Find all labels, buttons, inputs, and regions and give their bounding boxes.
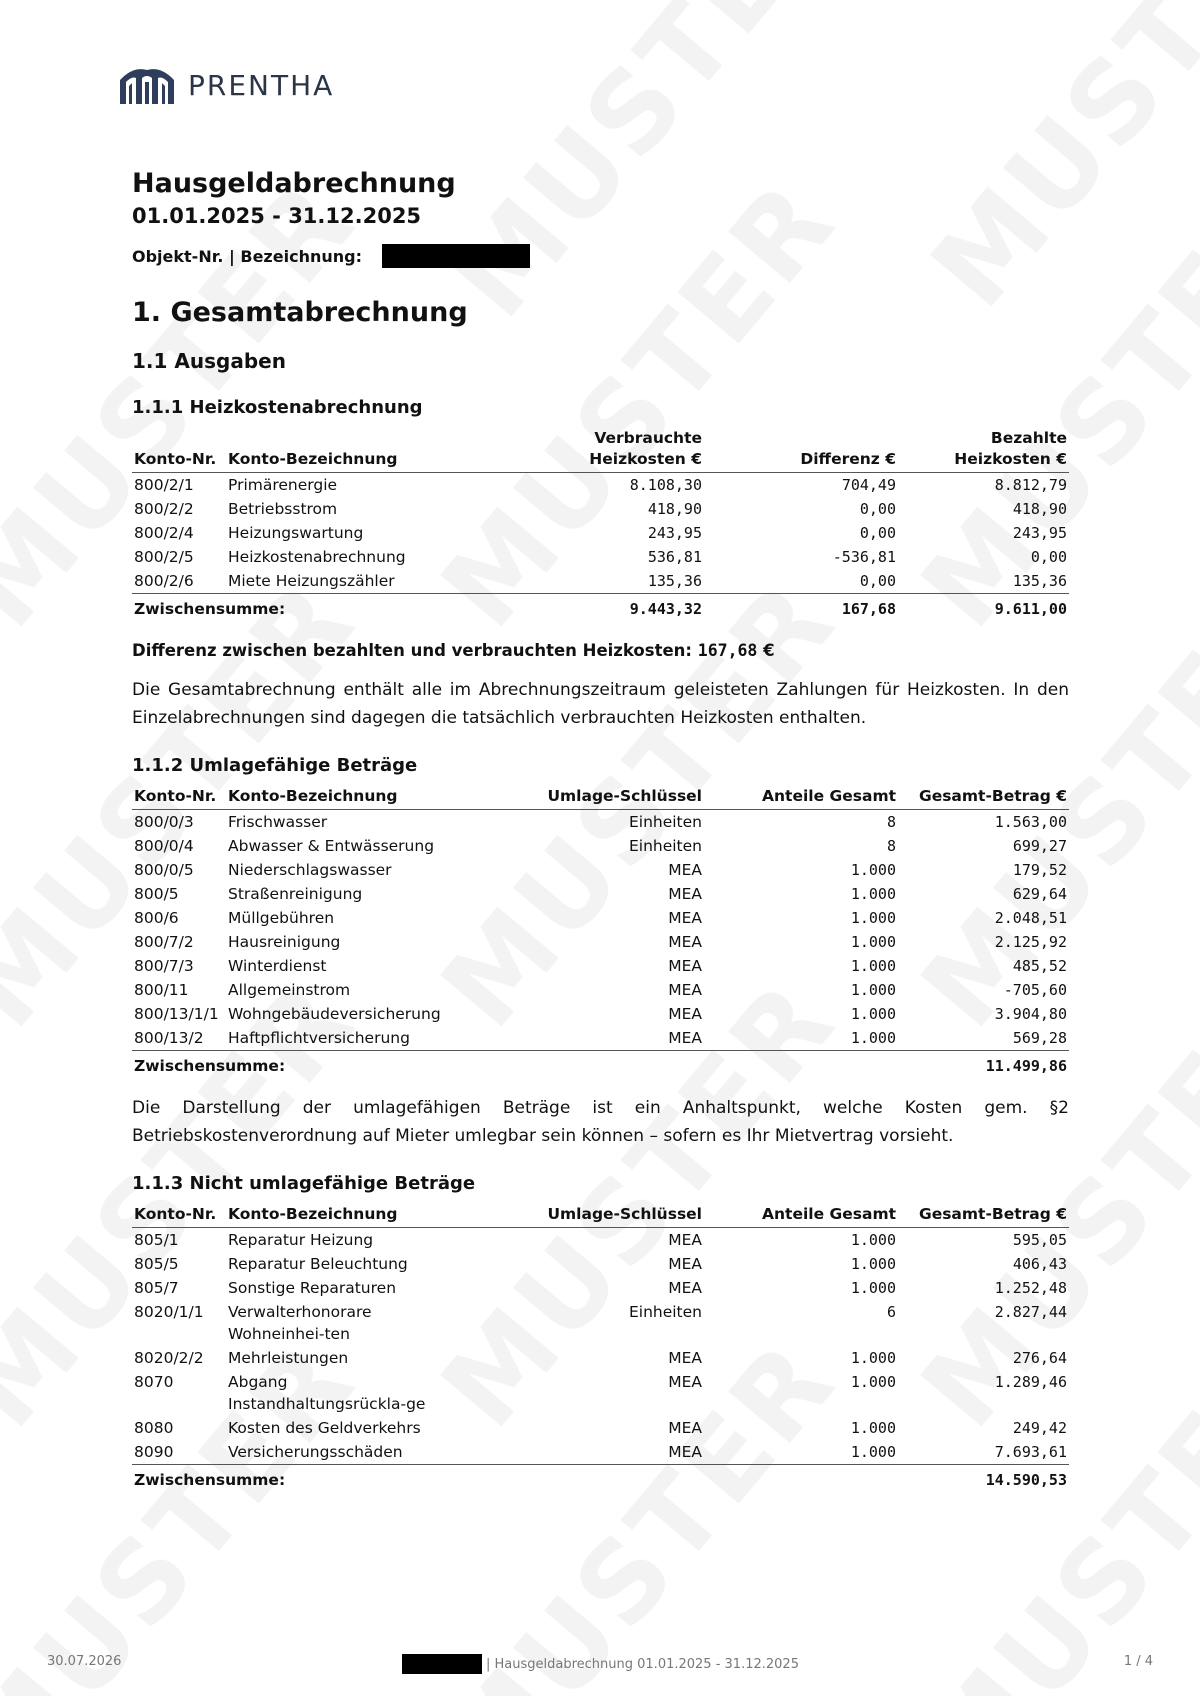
subtotal-row — [132, 1051, 1069, 1079]
betrag-cell: 1.252,48 — [994, 1279, 1067, 1297]
company-logo — [118, 66, 334, 104]
anteile-cell: 1.000 — [850, 1005, 896, 1023]
konto-cell: 800/2/5 — [134, 548, 194, 566]
table-row — [132, 1370, 1069, 1416]
schluessel-cell: MEA — [668, 885, 702, 903]
subtotal-betrag: 11.499,86 — [898, 1051, 1069, 1079]
betrag-cell: 1.563,00 — [994, 813, 1067, 831]
anteile-cell: 8 — [886, 837, 896, 855]
table-row — [132, 834, 1069, 858]
bezeichnung-cell: Heizkostenabrechnung — [228, 548, 406, 566]
heizkosten-title: 1.1.1 Heizkostenabrechnung — [132, 397, 423, 418]
konto-cell: 805/7 — [134, 1279, 179, 1297]
subtotal-verbraucht: 9.443,32 — [510, 594, 704, 622]
table-row — [132, 473, 1069, 498]
table-row — [132, 1252, 1069, 1276]
bezeichnung-cell: Sonstige Reparaturen — [228, 1279, 397, 1297]
heizkosten-note: Die Gesamtabrechnung enthält alle im Abrechnungszeitraum geleisteten Zahlungen für Heizkosten. In den Einzelabrechnungen sind dagegen die tatsächlich verbrauchten Heizkosten enthalten. — [132, 680, 1069, 728]
anteile-cell: 1.000 — [850, 909, 896, 927]
col-header-differenz: Differenz € — [704, 428, 898, 473]
table-row — [132, 810, 1069, 835]
konto-cell: 800/7/2 — [134, 933, 194, 951]
anteile-cell: 1.000 — [850, 861, 896, 879]
verbraucht-cell: 8.108,30 — [629, 476, 702, 494]
schluessel-cell: Einheiten — [628, 813, 702, 831]
verbraucht-cell: 536,81 — [647, 548, 702, 566]
bezeichnung-cell: Abgang Instandhaltungsrückla-ge — [228, 1373, 426, 1413]
subtotal-bezahlt: 9.611,00 — [898, 594, 1069, 622]
table-row — [132, 1228, 1069, 1253]
schluessel-cell: MEA — [668, 1443, 702, 1461]
table-row — [132, 906, 1069, 930]
differenz-cell: 0,00 — [859, 500, 896, 518]
betrag-cell: 629,64 — [1012, 885, 1067, 903]
redacted-object-name — [382, 244, 530, 268]
betrag-cell: 2.048,51 — [994, 909, 1067, 927]
konto-cell: 8020/1/1 — [134, 1303, 204, 1321]
prentha-building-logo-icon — [118, 66, 176, 104]
umlage-note: Die Darstellung der umlagefähigen Beträge ist ein Anhaltspunkt, welche Kosten gem. §2 Betriebskostenverordnung auf Mieter umlegbar sein können – sofern es Ihr Mietvertrag vorsieht. — [132, 1098, 1069, 1146]
bezahlt-cell: 418,90 — [1012, 500, 1067, 518]
table-row — [132, 1276, 1069, 1300]
anteile-cell: 1.000 — [850, 1419, 896, 1437]
col-header-bezeichnung: Konto-Bezeichnung — [226, 1204, 470, 1228]
subtotal-label: Zwischensumme: — [132, 1465, 898, 1493]
bezeichnung-cell: Verwalterhonorare Wohneinhei-ten — [228, 1303, 372, 1343]
konto-cell: 800/0/4 — [134, 837, 194, 855]
betrag-cell: 485,52 — [1012, 957, 1067, 975]
footer-doc-text: | Hausgeldabrechnung 01.01.2025 - 31.12.2025 — [486, 1656, 799, 1672]
konto-cell: 800/0/3 — [134, 813, 194, 831]
subtotal-row — [132, 594, 1069, 622]
schluessel-cell: MEA — [668, 957, 702, 975]
konto-cell: 805/5 — [134, 1255, 179, 1273]
bezeichnung-cell: Mehrleistungen — [228, 1349, 349, 1367]
bezeichnung-cell: Kosten des Geldverkehrs — [228, 1419, 421, 1437]
konto-cell: 805/1 — [134, 1231, 179, 1249]
col-header-anteile: Anteile Gesamt — [704, 786, 898, 810]
anteile-cell: 1.000 — [850, 981, 896, 999]
betrag-cell: -705,60 — [1003, 981, 1067, 999]
bezeichnung-cell: Müllgebühren — [228, 909, 335, 927]
schluessel-cell: MEA — [668, 981, 702, 999]
bezeichnung-cell: Reparatur Heizung — [228, 1231, 374, 1249]
betrag-cell: 276,64 — [1012, 1349, 1067, 1367]
document-content — [132, 168, 1069, 1492]
bezahlt-cell: 0,00 — [1030, 548, 1067, 566]
table-row — [132, 858, 1069, 882]
table-row — [132, 521, 1069, 545]
differenz-cell: 704,49 — [841, 476, 896, 494]
schluessel-cell: MEA — [668, 1419, 702, 1437]
konto-cell: 8080 — [134, 1419, 174, 1437]
bezeichnung-cell: Primärenergie — [228, 476, 338, 494]
verbraucht-cell: 135,36 — [647, 572, 702, 590]
logo-text: PRENTHA — [188, 68, 335, 102]
heizkosten-table — [132, 428, 1069, 621]
schluessel-cell: MEA — [668, 1231, 702, 1249]
anteile-cell: 1.000 — [850, 1443, 896, 1461]
betrag-cell: 2.125,92 — [994, 933, 1067, 951]
col-header-konto: Konto-Nr. — [132, 428, 226, 473]
table-row — [132, 1002, 1069, 1026]
konto-cell: 8070 — [134, 1373, 174, 1391]
nicht-umlage-title: 1.1.3 Nicht umlagefähige Beträge — [132, 1173, 476, 1194]
table-row — [132, 882, 1069, 906]
bezeichnung-cell: Allgemeinstrom — [228, 981, 351, 999]
schluessel-cell: MEA — [668, 1029, 702, 1047]
bezeichnung-cell: Versicherungsschäden — [228, 1443, 403, 1461]
konto-cell: 800/2/1 — [134, 476, 194, 494]
difference-label: Differenz zwischen bezahlten und verbrauchten Heizkosten: — [132, 641, 693, 660]
schluessel-cell: Einheiten — [628, 1303, 702, 1321]
betrag-cell: 179,52 — [1012, 861, 1067, 879]
umlage-title: 1.1.2 Umlagefähige Beträge — [132, 755, 418, 776]
bezeichnung-cell: Betriebsstrom — [228, 500, 338, 518]
table-row — [132, 930, 1069, 954]
anteile-cell: 1.000 — [850, 933, 896, 951]
subtotal-row — [132, 1465, 1069, 1493]
betrag-cell: 569,28 — [1012, 1029, 1067, 1047]
anteile-cell: 1.000 — [850, 885, 896, 903]
redacted-object-id — [402, 1654, 482, 1674]
col-header-schluessel: Umlage-Schlüssel — [470, 1204, 704, 1228]
bezahlt-cell: 243,95 — [1012, 524, 1067, 542]
footer-document-label — [402, 1654, 799, 1674]
konto-cell: 800/2/4 — [134, 524, 194, 542]
umlage-table — [132, 786, 1069, 1078]
subtotal-differenz: 167,68 — [704, 594, 898, 622]
table-row — [132, 1440, 1069, 1465]
schluessel-cell: MEA — [668, 933, 702, 951]
schluessel-cell: MEA — [668, 1279, 702, 1297]
anteile-cell: 8 — [886, 813, 896, 831]
differenz-cell: -536,81 — [832, 548, 896, 566]
bezeichnung-cell: Winterdienst — [228, 957, 327, 975]
col-header-verbraucht: Verbrauchte Heizkosten € — [510, 428, 704, 473]
section-title: 1. Gesamtabrechnung — [132, 297, 468, 328]
table-header-row — [132, 786, 1069, 810]
bezeichnung-cell: Haftpflichtversicherung — [228, 1029, 410, 1047]
bezeichnung-cell: Abwasser & Entwässerung — [228, 837, 435, 855]
anteile-cell: 1.000 — [850, 957, 896, 975]
betrag-cell: 7.693,61 — [994, 1443, 1067, 1461]
anteile-cell: 1.000 — [850, 1029, 896, 1047]
konto-cell: 800/0/5 — [134, 861, 194, 879]
betrag-cell: 2.827,44 — [994, 1303, 1067, 1321]
table-row — [132, 954, 1069, 978]
bezeichnung-cell: Miete Heizungszähler — [228, 572, 395, 590]
verbraucht-cell: 243,95 — [647, 524, 702, 542]
table-row — [132, 545, 1069, 569]
col-header-schluessel: Umlage-Schlüssel — [510, 786, 704, 810]
bezeichnung-cell: Wohngebäudeversicherung — [228, 1005, 441, 1023]
document-title: Hausgeldabrechnung — [132, 168, 456, 199]
anteile-cell: 1.000 — [850, 1279, 896, 1297]
table-header-row — [132, 1204, 1069, 1228]
schluessel-cell: MEA — [668, 1255, 702, 1273]
betrag-cell: 699,27 — [1012, 837, 1067, 855]
konto-cell: 800/5 — [134, 885, 179, 903]
col-header-bezahlt: Bezahlte Heizkosten € — [898, 428, 1069, 473]
konto-cell: 800/2/2 — [134, 500, 194, 518]
schluessel-cell: Einheiten — [628, 837, 702, 855]
col-header-bezeichnung: Konto-Bezeichnung — [226, 786, 510, 810]
col-header-anteile: Anteile Gesamt — [704, 1204, 898, 1228]
konto-cell: 800/13/1/1 — [134, 1005, 219, 1023]
table-row — [132, 1346, 1069, 1370]
table-row — [132, 1416, 1069, 1440]
bezeichnung-cell: Straßenreinigung — [228, 885, 363, 903]
object-line — [132, 244, 1069, 268]
anteile-cell: 1.000 — [850, 1349, 896, 1367]
betrag-cell: 3.904,80 — [994, 1005, 1067, 1023]
bezahlt-cell: 135,36 — [1012, 572, 1067, 590]
col-header-betrag: Gesamt-Betrag € — [898, 786, 1069, 810]
subsection-title: 1.1 Ausgaben — [132, 349, 286, 373]
differenz-cell: 0,00 — [859, 524, 896, 542]
konto-cell: 800/6 — [134, 909, 179, 927]
bezeichnung-cell: Niederschlagswasser — [228, 861, 392, 879]
betrag-cell: 406,43 — [1012, 1255, 1067, 1273]
page-number: 1 / 4 — [1123, 1654, 1153, 1669]
object-label: Objekt-Nr. | Bezeichnung: — [132, 246, 362, 266]
differenz-cell: 0,00 — [859, 572, 896, 590]
subtotal-label: Zwischensumme: — [132, 594, 510, 622]
subtotal-betrag: 14.590,53 — [898, 1465, 1069, 1493]
col-header-bezeichnung: Konto-Bezeichnung — [226, 428, 510, 473]
anteile-cell: 1.000 — [850, 1231, 896, 1249]
schluessel-cell: MEA — [668, 1373, 702, 1391]
anteile-cell: 1.000 — [850, 1255, 896, 1273]
nicht-umlage-table — [132, 1204, 1069, 1492]
konto-cell: 800/11 — [134, 981, 189, 999]
betrag-cell: 1.289,46 — [994, 1373, 1067, 1391]
betrag-cell: 249,42 — [1012, 1419, 1067, 1437]
bezeichnung-cell: Hausreinigung — [228, 933, 341, 951]
table-row — [132, 497, 1069, 521]
schluessel-cell: MEA — [668, 861, 702, 879]
konto-cell: 800/2/6 — [134, 572, 194, 590]
table-row — [132, 569, 1069, 594]
bezeichnung-cell: Heizungswartung — [228, 524, 364, 542]
konto-cell: 800/13/2 — [134, 1029, 204, 1047]
konto-cell: 800/7/3 — [134, 957, 194, 975]
schluessel-cell: MEA — [668, 909, 702, 927]
anteile-cell: 1.000 — [850, 1373, 896, 1391]
verbraucht-cell: 418,90 — [647, 500, 702, 518]
bezeichnung-cell: Frischwasser — [228, 813, 328, 831]
col-header-betrag: Gesamt-Betrag € — [898, 1204, 1069, 1228]
konto-cell: 8090 — [134, 1443, 174, 1461]
konto-cell: 8020/2/2 — [134, 1349, 204, 1367]
col-header-konto: Konto-Nr. — [132, 1204, 226, 1228]
heizkosten-difference — [132, 641, 1069, 660]
table-row — [132, 978, 1069, 1002]
schluessel-cell: MEA — [668, 1349, 702, 1367]
col-header-konto: Konto-Nr. — [132, 786, 226, 810]
difference-currency: € — [763, 641, 775, 660]
anteile-cell: 6 — [886, 1303, 896, 1321]
betrag-cell: 595,05 — [1012, 1231, 1067, 1249]
subtotal-label: Zwischensumme: — [132, 1051, 898, 1079]
table-row — [132, 1300, 1069, 1346]
bezeichnung-cell: Reparatur Beleuchtung — [228, 1255, 408, 1273]
difference-value: 167,68 — [697, 641, 758, 660]
table-row — [132, 1026, 1069, 1051]
table-header-row — [132, 428, 1069, 473]
billing-period: 01.01.2025 - 31.12.2025 — [132, 204, 422, 228]
bezahlt-cell: 8.812,79 — [994, 476, 1067, 494]
schluessel-cell: MEA — [668, 1005, 702, 1023]
footer-date: 30.07.2026 — [47, 1654, 122, 1669]
